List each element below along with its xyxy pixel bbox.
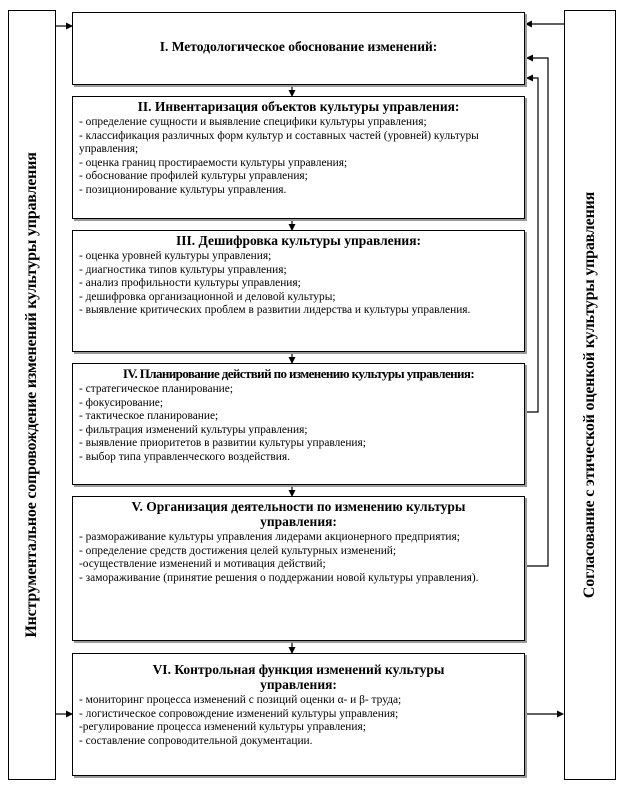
stage-4-item: - стратегическое планирование; xyxy=(79,383,234,395)
stage-2-item: - обоснование профилей культуры управления; xyxy=(79,170,308,183)
stage-5-list xyxy=(79,531,518,585)
stage-6-box xyxy=(72,653,525,776)
stage-5-item: - размораживание культуры управления лидерами акционерного предприятия; xyxy=(79,531,460,543)
left-support-box xyxy=(8,10,56,780)
stage-2-item: - классификация различных форм культур и составных частей (уровней) культуры управления; xyxy=(79,129,479,156)
stage-2-list xyxy=(79,116,518,198)
stage-1-box xyxy=(72,12,525,85)
stage-6-item: -регулирование процесса изменений культуры управления; xyxy=(79,721,366,734)
stage-3-item: - анализ профильности культуры управления; xyxy=(79,277,301,290)
stage-2-title: II. Инвентаризация объектов культуры управления: xyxy=(137,99,460,114)
stage-3-title: III. Дешифровка культуры управления: xyxy=(175,233,422,248)
stage-6-item: - составление сопроводительной документации. xyxy=(79,734,313,747)
feedback-loop-stage4-to-stage1 xyxy=(526,78,538,412)
stage-3-box xyxy=(72,230,525,352)
stage-4-box xyxy=(72,363,525,485)
left-support-label: Инструментальное сопровождение изменений культуры управления xyxy=(23,152,40,638)
right-ethics-label: Согласование с этической оценкой культуры управления xyxy=(581,191,598,599)
stage-2-box xyxy=(72,96,525,219)
stage-5-title: V. Организация деятельности по изменению культуры управления: xyxy=(131,499,466,529)
stage-4-list xyxy=(79,383,518,465)
stage-3-item: - диагностика типов культуры управления; xyxy=(79,263,287,276)
stage-6-item: - мониторинг процесса изменений с позиций оценки α- и β- труда; xyxy=(79,694,402,706)
stage-4-item: - выявление приоритетов в развитии культуры управления; xyxy=(79,437,366,450)
stage-2-item: - позиционирование культуры управления. xyxy=(79,183,287,196)
stage-3-list xyxy=(79,250,518,318)
stage-3-item: - дешифровка организационной и деловой культуры; xyxy=(79,290,336,303)
stage-5-item: - определение средств достижения целей культурных изменений; xyxy=(79,544,397,557)
stage-3-item: - оценка уровней культуры управления; xyxy=(79,250,272,262)
stage-3-item: - выявление критических проблем в развитии лидерства и культуры управления. xyxy=(79,304,471,317)
feedback-loop-stage5-to-stage1 xyxy=(526,58,548,566)
stage-4-item: - выбор типа управленческого воздействия. xyxy=(79,450,290,463)
stage-1-title: I. Методологическое обоснование изменений: xyxy=(159,39,438,54)
right-ethics-box xyxy=(564,10,616,780)
stage-5-box xyxy=(72,496,525,641)
stage-4-item: - тактическое планирование; xyxy=(79,410,219,423)
stage-6-title: VI. Контрольная функция изменений культуры управления: xyxy=(152,662,445,692)
stage-6-list xyxy=(79,694,518,748)
stage-4-title: IV. Планирование действий по изменению культуры управления: xyxy=(122,366,475,381)
stage-2-item: - определение сущности и выявление специфики культуры управления; xyxy=(79,116,427,128)
stage-6-item: - логистическое сопровождение изменений культуры управления; xyxy=(79,707,399,720)
stage-4-item: - фокусирование; xyxy=(79,396,164,409)
stage-5-item: -осуществление изменений и мотивация действий; xyxy=(79,558,326,571)
stage-5-item: - замораживание (принятие решения о поддержании новой культуры управления). xyxy=(79,571,479,584)
stage-4-item: - фильтрация изменений культуры управления; xyxy=(79,423,308,436)
stage-2-item: - оценка границ простираемости культуры управления; xyxy=(79,156,348,169)
